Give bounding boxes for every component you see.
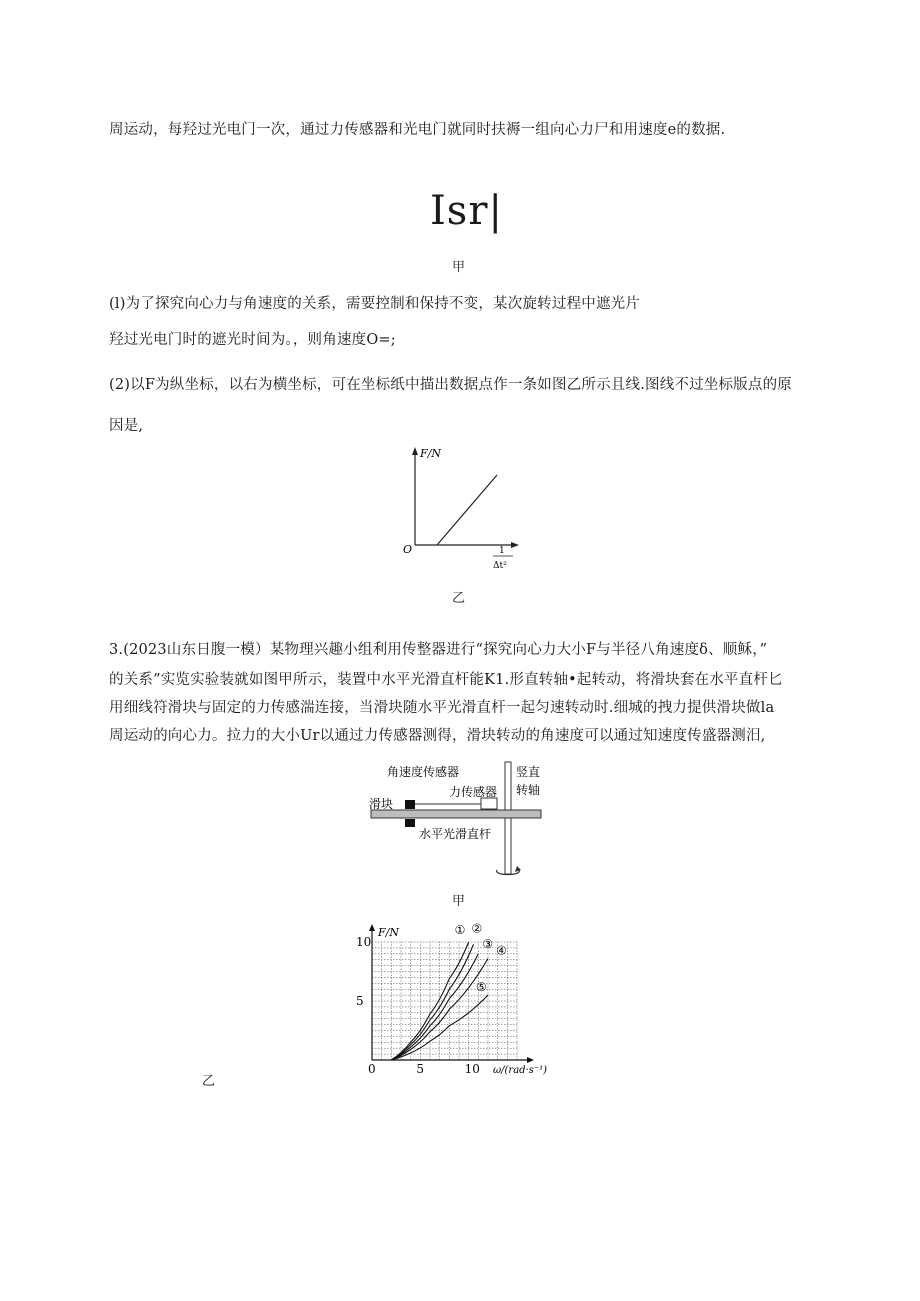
rotation-arrowhead	[515, 866, 521, 872]
y-axis-label: F/N	[378, 926, 399, 939]
graph1-x-numerator: 1	[499, 546, 505, 556]
series-curve	[391, 944, 473, 1060]
figure-1-text: Isr|	[430, 188, 503, 234]
series-label: ②	[471, 921, 483, 936]
series-label: ④	[496, 943, 507, 958]
graph1-x-arrow	[511, 542, 519, 548]
question-1-line-1: (l)为了探究向心力与角速度的关系，需要控制和保持不变，某次旋转过程中遮光片	[109, 296, 641, 312]
question-2-line-2: 因是,	[109, 418, 144, 434]
question-1-line-2: 羟过光电门时的遮光时间为。，则角速度O=;	[109, 332, 396, 348]
graph1-y-arrow	[412, 447, 418, 455]
x-tick-label: 10	[464, 1062, 480, 1075]
problem-3-line-1: 3.(2023山东日腹一模）某物理兴趣小组利用传整器进行“探究向心力大小F与半径八角速度δ、顺稣，”	[109, 642, 768, 658]
graph1-y-label: F/N	[420, 447, 441, 460]
problem-3-line-3: 用细线符滑块与固定的力传感湍连接，当滑块随水平光滑直杆一起匀速转动时.细城的拽力提供滑块做la	[109, 700, 775, 716]
apparatus-diagram	[365, 752, 555, 887]
graph1-x-denominator: Δt²	[493, 561, 507, 571]
label-angular-velocity-sensor: 角速度传感器	[387, 765, 460, 779]
angular-velocity-sensor-block	[405, 800, 415, 809]
x-axis-arrow	[527, 1057, 534, 1063]
problem-3-line-2: 的关系”实览实验装就如图甲所示，装置中水平光滑直杆能K1.形直转轴•起转动，将滑块套在水平直杆匕	[109, 672, 783, 688]
label-slider: 滑块	[369, 797, 394, 811]
graph-force-vs-inverse-time	[395, 445, 530, 575]
label-shaft-line-1: 竖直	[516, 765, 541, 779]
series-label: ①	[454, 923, 466, 937]
label-shaft-line-2: 转轴	[516, 783, 541, 797]
figure-1-caption: 甲	[452, 260, 466, 275]
x-tick-label: 5	[416, 1062, 424, 1075]
series-label: ⑤	[476, 980, 487, 995]
paragraph-intro: 周运动，每羟过光电门一次，通过力传感器和光电门就同时扶褥一组向心力尸和用速度e的数据.	[109, 122, 726, 138]
horizontal-rod	[371, 810, 541, 818]
graph-1-caption: 乙	[452, 591, 466, 606]
chart-force-vs-angular-velocity	[345, 920, 575, 1075]
graph1-data-line	[437, 475, 497, 545]
question-2-line-1: (2)以F为纵坐标，以右为横坐标，可在坐标纸中描出数据点作一条如图乙所示且线.图线不过坐标版点的原	[109, 377, 793, 393]
y-axis-arrow	[369, 924, 375, 931]
problem-3-line-4: 周运动的向心力。拉力的大小Ur以通过力传感器测得，滑块转动的角速度可以通过知速度传盛器测汨,	[109, 728, 766, 744]
y-tick-label: 5	[356, 994, 364, 1008]
x-axis-label: ω/(rad·s⁻¹)	[493, 1065, 548, 1075]
label-force-sensor: 力传感器	[449, 785, 498, 799]
slider-block	[405, 819, 415, 827]
force-sensor-box	[481, 798, 497, 809]
series-label: ③	[482, 936, 494, 951]
label-horizontal-rod: 水平光滑直杆	[419, 827, 492, 841]
x-tick-label: 0	[368, 1062, 376, 1075]
apparatus-caption: 甲	[452, 894, 466, 909]
graph1-origin: O	[403, 543, 413, 556]
chart-caption: 乙	[202, 1074, 216, 1089]
y-tick-label: 10	[356, 935, 372, 949]
